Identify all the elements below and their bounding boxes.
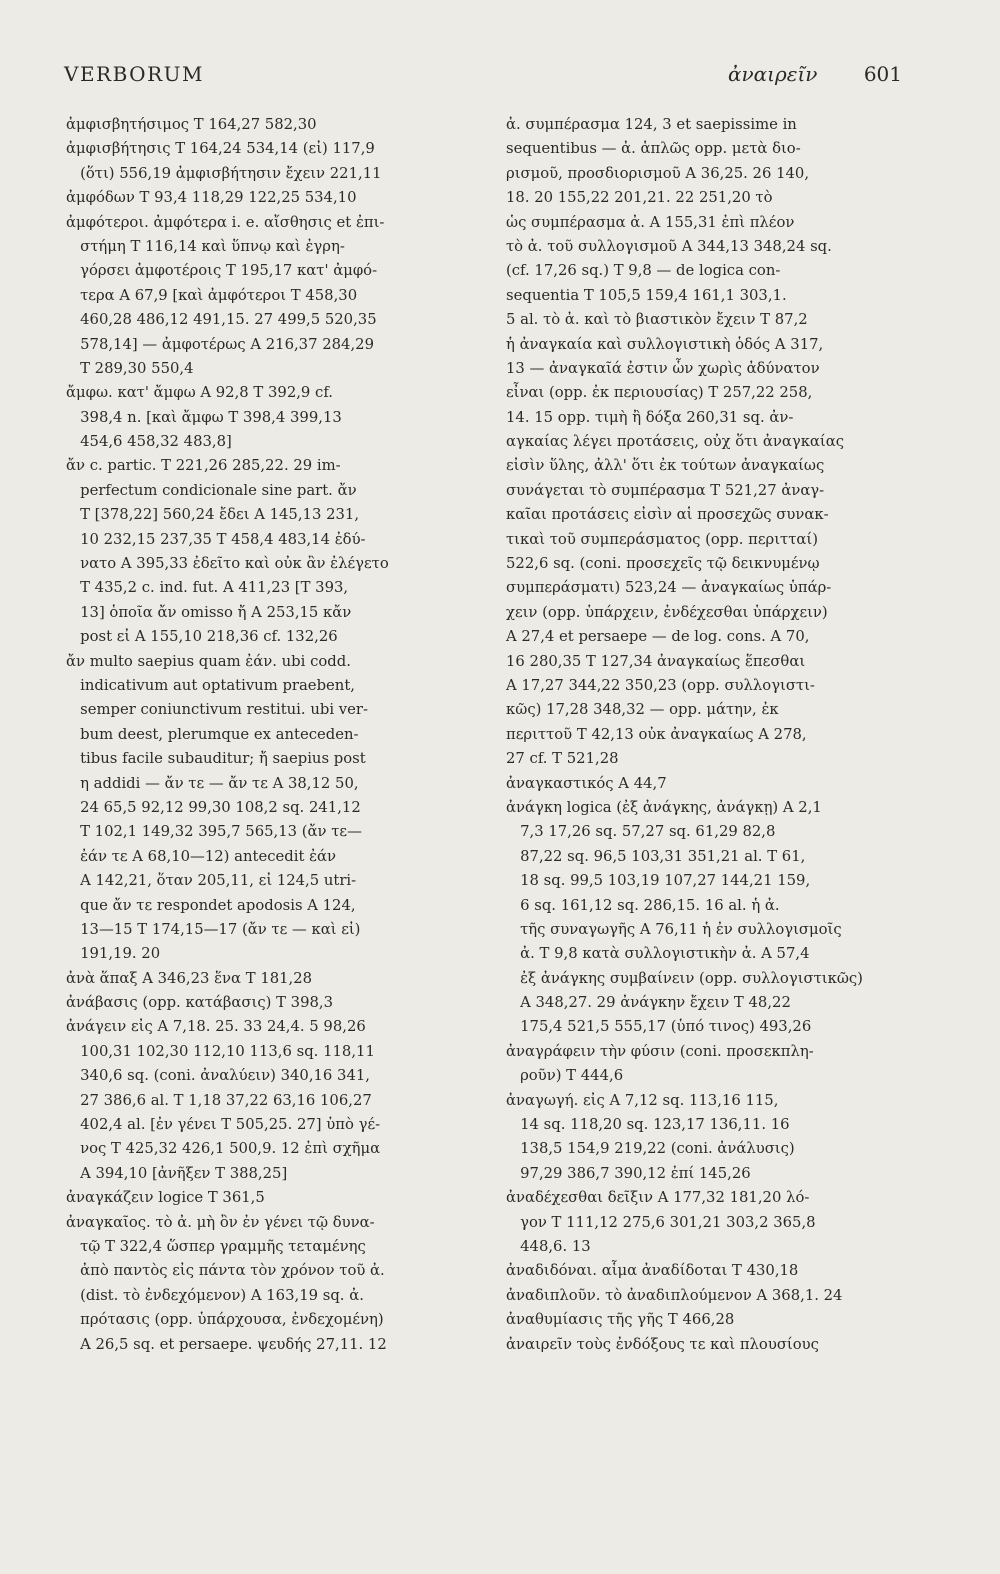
index-line: A 348,27. 29 ἀνάγκην ἔχειν T 48,22 [506, 994, 791, 1012]
running-head-title: VERBORUM [64, 62, 204, 86]
index-line: αγκαίας λέγει προτάσεις, οὐχ ὅτι ἀναγκαίας [506, 433, 845, 451]
running-header [64, 62, 902, 92]
index-line: 402,4 al. [ἐν γένει T 505,25. 27] ὑπὸ γέ- [66, 1116, 381, 1134]
index-line: 7,3 17,26 sq. 57,27 sq. 61,29 82,8 [506, 823, 776, 841]
index-line: 16 280,35 T 127,34 ἀναγκαίως ἕπεσθαι [506, 652, 806, 670]
index-line: 398,4 n. [καὶ ἄμφω T 398,4 399,13 [66, 408, 342, 426]
index-line: ἀναγκαῖος. τὸ ἀ. μὴ ὂν ἐν γένει τῷ δυνα- [66, 1213, 375, 1231]
index-line: tibus facile subauditur; ἤ saepius post [66, 750, 366, 768]
index-line: κῶς) 17,28 348,32 — opp. μάτην, ἐκ [506, 701, 779, 719]
index-line: γον T 111,12 275,6 301,21 303,2 365,8 [506, 1213, 816, 1231]
index-line: sequentibus — ἀ. ἁπλῶς opp. μετὰ διο- [506, 140, 801, 158]
index-line: ρισμοῦ, προσδιορισμοῦ A 36,25. 26 140, [506, 164, 810, 182]
left-column [66, 113, 484, 1357]
index-line: συμπεράσματι) 523,24 — ἀναγκαίως ὑπάρ- [506, 579, 832, 597]
index-line: ἀ. συμπέρασμα 124, 3 et saepissime in [506, 116, 797, 133]
index-line: (dist. τὸ ἐνδεχόμενον) A 163,19 sq. ἀ. [66, 1286, 364, 1304]
index-line: 578,14] — ἀμφοτέρως A 216,37 284,29 [66, 335, 374, 353]
index-line: νος T 425,32 426,1 500,9. 12 ἐπὶ σχῆμα [66, 1140, 381, 1158]
running-head-right [728, 62, 902, 86]
index-line: 138,5 154,9 219,22 (coni. ἀνάλυσις) [506, 1140, 795, 1158]
index-line: bum deest, plerumque ex anteceden- [66, 725, 359, 743]
index-line: 100,31 102,30 112,10 113,6 sq. 118,11 [66, 1042, 375, 1060]
index-line: ἀ. T 9,8 κατὰ συλλογιστικὴν ἀ. A 57,4 [506, 945, 810, 963]
index-line: A 142,21, ὅταν 205,11, εἰ 124,5 utri- [66, 872, 357, 890]
index-line: 175,4 521,5 555,17 (ὑπό τινος) 493,26 [506, 1018, 812, 1036]
index-line: ἀμφισβήτησις T 164,24 534,14 (εἰ) 117,9 [66, 140, 375, 158]
index-line: περιττοῦ T 42,13 οὐκ ἀναγκαίως A 278, [506, 725, 807, 743]
index-line: ἀναγωγή. εἰς A 7,12 sq. 113,16 115, [506, 1091, 779, 1109]
index-line: ἀναγκάζειν logice T 361,5 [66, 1189, 265, 1207]
index-line: T 289,30 550,4 [66, 359, 194, 377]
index-line: στήμη T 116,14 καὶ ὕπνῳ καὶ ἐγρη- [66, 237, 345, 255]
index-line: ἀναγκαστικός A 44,7 [506, 774, 667, 792]
index-line: 13] ὁποῖα ἄν omisso ἤ A 253,15 κἄν [66, 603, 352, 621]
index-line: πρότασις (opp. ὑπάρχουσα, ἐνδεχομένη) [66, 1311, 384, 1329]
index-line: ἄν c. partic. T 221,26 285,22. 29 im- [66, 457, 341, 475]
index-line: 340,6 sq. (coni. ἀναλύειν) 340,16 341, [66, 1067, 371, 1085]
index-line: 5 al. τὸ ἀ. καὶ τὸ βιαστικὸν ἔχειν T 87,2 [506, 311, 808, 329]
index-line: indicativum aut optativum praebent, [66, 676, 355, 694]
index-line: que ἄν τε respondet apodosis A 124, [66, 896, 356, 914]
index-line: ἐάν τε A 68,10—12) antecedit ἐάν [66, 847, 337, 865]
index-line: 522,6 sq. (coni. προσεχεῖς τῷ δεικνυμένῳ [506, 555, 820, 573]
index-line: 14 sq. 118,20 sq. 123,17 136,11. 16 [506, 1116, 790, 1134]
index-line: 191,19. 20 [66, 945, 161, 963]
index-line: T [378,22] 560,24 ἔδει A 145,13 231, [66, 506, 360, 524]
index-line: ἀναθυμίασις τῆς γῆς T 466,28 [506, 1311, 735, 1329]
index-line: ἀμφισβητήσιμος T 164,27 582,30 [66, 116, 317, 133]
index-line: ἀπὸ παντὸς εἰς πάντα τὸν χρόνον τοῦ ἀ. [66, 1262, 385, 1280]
index-line: A 27,4 et persaepe — de log. cons. A 70, [506, 628, 810, 646]
index-line: τῷ T 322,4 ὥσπερ γραμμῆς τεταμένης [66, 1237, 366, 1255]
index-line: A 394,10 [ἀνῆξεν T 388,25] [66, 1164, 288, 1182]
index-line: ἀμφότεροι. ἀμφότερα i. e. αἴσθησις et ἐπι- [66, 213, 385, 231]
index-line: 6 sq. 161,12 sq. 286,15. 16 al. ἡ ἀ. [506, 896, 780, 914]
index-line: ἀναιρεῖν τοὺς ἐνδόξους τε καὶ πλουσίους [506, 1335, 819, 1353]
index-line: 13—15 T 174,15—17 (ἄν τε — καὶ εἰ) [66, 920, 361, 938]
index-line: τικαὶ τοῦ συμπεράσματος (opp. περιτταί) [506, 530, 818, 548]
index-line: 13 — ἀναγκαῖά ἐστιν ὧν χωρὶς ἀδύνατον [506, 359, 820, 377]
index-line: 97,29 386,7 390,12 ἐπί 145,26 [506, 1164, 751, 1182]
index-line: ροῦν) T 444,6 [506, 1067, 624, 1085]
index-line: ἀναδιδόναι. αἷμα ἀναδίδοται T 430,18 [506, 1262, 799, 1280]
index-line: 27 386,6 al. T 1,18 37,22 63,16 106,27 [66, 1091, 372, 1109]
index-line: post εἰ A 155,10 218,36 cf. 132,26 [66, 628, 338, 646]
index-line: 14. 15 opp. τιμὴ ἢ δόξα 260,31 sq. ἀν- [506, 408, 794, 426]
index-line: 24 65,5 92,12 99,30 108,2 sq. 241,12 [66, 798, 361, 816]
index-line: sequentia T 105,5 159,4 161,1 303,1. [506, 286, 787, 304]
index-line: perfectum condicionale sine part. ἄν [66, 481, 357, 499]
index-line: 87,22 sq. 96,5 103,31 351,21 al. T 61, [506, 847, 806, 865]
index-line: ἐξ ἀνάγκης συμβαίνειν (opp. συλλογιστικῶς) [506, 969, 863, 987]
index-line: χειν (opp. ὑπάρχειν, ἐνδέχεσθαι ὑπάρχειν) [506, 603, 828, 621]
index-line: συνάγεται τὸ συμπέρασμα T 521,27 ἀναγ- [506, 481, 825, 499]
index-line: 454,6 458,32 483,8] [66, 433, 232, 451]
index-line: ἀνάγειν εἰς A 7,18. 25. 33 24,4. 5 98,26 [66, 1018, 366, 1036]
index-line: 18 sq. 99,5 103,19 107,27 144,21 159, [506, 872, 811, 890]
index-line: τῆς συναγωγῆς A 76,11 ἡ ἐν συλλογισμοῖς [506, 920, 842, 938]
index-line: εἶναι (opp. ἐκ περιουσίας) T 257,22 258, [506, 384, 813, 402]
index-line: νατο A 395,33 ἐδεῖτο καὶ οὐκ ἂν ἐλέγετο [66, 555, 389, 573]
catchword: ἀναιρεῖν [727, 62, 818, 86]
index-line: τερα A 67,9 [καὶ ἀμφότεροι T 458,30 [66, 286, 358, 304]
index-line: ἀνὰ ἅπαξ A 346,23 ἕνα T 181,28 [66, 969, 313, 987]
page-number: 601 [863, 62, 902, 86]
index-line: 18. 20 155,22 201,21. 22 251,20 τὸ [506, 189, 773, 207]
index-line: ἀνάγκη logica (ἐξ ἀνάγκης, ἀνάγκῃ) A 2,1 [506, 798, 822, 816]
index-line: καῖαι προτάσεις εἰσὶν αἱ προσεχῶς συνακ- [506, 506, 829, 524]
index-line: γόρσει ἀμφοτέροις T 195,17 κατ' ἀμφό- [66, 262, 378, 280]
index-line: T 435,2 c. ind. fut. A 411,23 [T 393, [66, 579, 349, 597]
index-line: ἀνάβασις (opp. κατάβασις) T 398,3 [66, 994, 334, 1012]
index-line: τὸ ἀ. τοῦ συλλογισμοῦ A 344,13 348,24 sq. [506, 237, 832, 255]
index-line: semper coniunctivum restitui. ubi ver- [66, 701, 368, 719]
index-line: T 102,1 149,32 395,7 565,13 (ἄν τε— [66, 823, 362, 841]
index-line: ἀμφόδων T 93,4 118,29 122,25 534,10 [66, 189, 357, 207]
index-line: ὡς συμπέρασμα ἀ. A 155,31 ἐπὶ πλέον [506, 213, 795, 231]
index-line: ἡ ἀναγκαία καὶ συλλογιστικὴ ὁδός A 317, [506, 335, 824, 353]
right-column [506, 113, 906, 1357]
index-line: (cf. 17,26 sq.) T 9,8 — de logica con- [506, 262, 781, 280]
index-line: εἰσὶν ὕλης, ἀλλ' ὅτι ἐκ τούτων ἀναγκαίως [506, 457, 825, 475]
index-line: 27 cf. T 521,28 [506, 750, 619, 768]
index-line: ἄν multo saepius quam ἐάν. ubi codd. [66, 652, 351, 670]
index-line: A 26,5 sq. et persaepe. ψευδής 27,11. 12 [66, 1335, 387, 1353]
index-line: (ὅτι) 556,19 ἀμφισβήτησιν ἔχειν 221,11 [66, 164, 382, 182]
index-line: 460,28 486,12 491,15. 27 499,5 520,35 [66, 311, 377, 329]
index-line: ἀναγράφειν τὴν φύσιν (coni. προσεκπλη- [506, 1042, 814, 1060]
index-line: A 17,27 344,22 350,23 (opp. συλλογιστι- [506, 676, 815, 694]
index-line: ἀναδιπλοῦν. τὸ ἀναδιπλούμενον A 368,1. 24 [506, 1286, 843, 1304]
index-line: ἄμφω. κατ' ἄμφω A 92,8 T 392,9 cf. [66, 384, 333, 402]
index-line: η addidi — ἄν τε — ἄν τε A 38,12 50, [66, 774, 359, 792]
index-line: 448,6. 13 [506, 1237, 591, 1255]
index-line: 10 232,15 237,35 T 458,4 483,14 ἐδύ- [66, 530, 366, 548]
index-line: ἀναδέχεσθαι δεῖξιν A 177,32 181,20 λό- [506, 1189, 810, 1207]
